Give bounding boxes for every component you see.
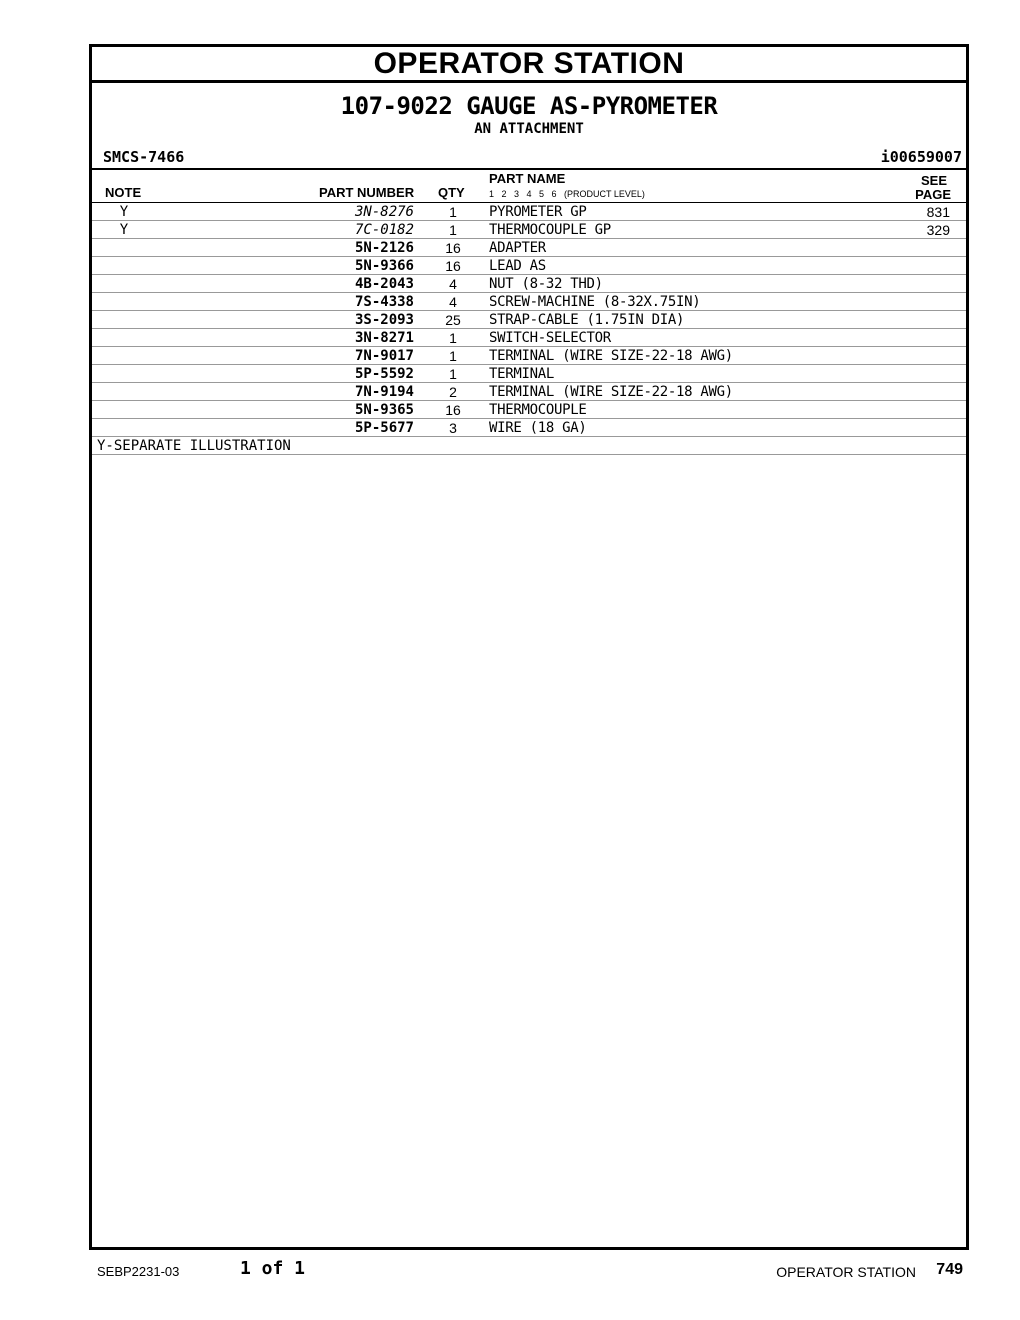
- part-number-cell[interactable]: 3N-8271: [354, 330, 414, 346]
- page-of: 1 of 1: [240, 1258, 306, 1279]
- part-number-cell[interactable]: 5N-9365: [354, 402, 414, 418]
- header-product-levels: 1 2 3 4 5 6 (PRODUCT LEVEL): [489, 189, 645, 199]
- part-number-cell[interactable]: 3S-2093: [354, 312, 414, 328]
- see-page-cell: 329: [926, 222, 950, 238]
- note-cell: Y: [119, 204, 129, 220]
- part-number-cell[interactable]: 5P-5592: [354, 366, 414, 382]
- table-row: [92, 347, 966, 365]
- part-name-cell: LEAD AS: [489, 258, 546, 274]
- part-name-cell: SWITCH-SELECTOR: [489, 330, 611, 346]
- part-number-cell[interactable]: 3N-8276: [354, 204, 414, 220]
- header-page: PAGE: [915, 187, 951, 202]
- illustration-id: i00659007: [880, 148, 962, 166]
- document-number: SEBP2231-03: [97, 1264, 180, 1279]
- part-name-cell: SCREW-MACHINE (8-32X.75IN): [489, 294, 701, 310]
- part-number-cell[interactable]: 7N-9194: [354, 384, 414, 400]
- qty-cell: 1: [449, 330, 457, 346]
- part-name-cell: NUT (8-32 THD): [489, 276, 603, 292]
- qty-cell: 16: [445, 258, 461, 274]
- part-name-cell: TERMINAL (WIRE SIZE-22-18 AWG): [489, 348, 733, 364]
- part-number-cell[interactable]: 5N-9366: [354, 258, 414, 274]
- footnote-text: Y-SEPARATE ILLUSTRATION: [97, 438, 291, 454]
- qty-cell: 16: [445, 402, 461, 418]
- header-qty: QTY: [438, 185, 465, 200]
- page-frame: [89, 44, 969, 1250]
- smcs-code: SMCS-7466: [103, 148, 185, 166]
- table-row: [92, 221, 966, 239]
- part-name-cell: THERMOCOUPLE GP: [489, 222, 611, 238]
- table-row: [92, 401, 966, 419]
- qty-cell: 3: [449, 420, 457, 436]
- part-number-cell[interactable]: 7N-9017: [354, 348, 414, 364]
- part-number-cell[interactable]: 5N-2126: [354, 240, 414, 256]
- table-header: [92, 170, 966, 203]
- reference-row: [92, 146, 966, 170]
- footnote: [92, 437, 966, 455]
- header-note: NOTE: [105, 185, 142, 200]
- page-number: 749: [936, 1261, 963, 1278]
- part-title: 107-9022 GAUGE AS-PYROMETER: [340, 92, 718, 120]
- part-number-cell[interactable]: 4B-2043: [354, 276, 414, 292]
- table-row: [92, 419, 966, 437]
- qty-cell: 4: [449, 276, 457, 292]
- qty-cell: 2: [449, 384, 457, 400]
- qty-cell: 1: [449, 348, 457, 364]
- section-title: OPERATOR STATION: [92, 47, 966, 83]
- table-row: [92, 239, 966, 257]
- table-row: [92, 275, 966, 293]
- page-footer: [0, 1256, 1020, 1286]
- table-row: [92, 383, 966, 401]
- table-row: [92, 293, 966, 311]
- table-row: [92, 365, 966, 383]
- table-row: [92, 329, 966, 347]
- see-page-cell: 831: [926, 204, 950, 220]
- part-name-cell: THERMOCOUPLE: [489, 402, 587, 418]
- parts-table-body: [92, 203, 966, 437]
- table-row: [92, 311, 966, 329]
- qty-cell: 1: [449, 204, 457, 220]
- qty-cell: 1: [449, 222, 457, 238]
- part-name-cell: TERMINAL (WIRE SIZE-22-18 AWG): [489, 384, 733, 400]
- part-name-cell: STRAP-CABLE (1.75IN DIA): [489, 312, 685, 328]
- footer-section: OPERATOR STATION: [776, 1264, 916, 1280]
- qty-cell: 4: [449, 294, 457, 310]
- qty-cell: 1: [449, 366, 457, 382]
- table-row: [92, 257, 966, 275]
- qty-cell: 25: [445, 312, 461, 328]
- header-part-number: PART NUMBER: [319, 185, 415, 200]
- header-see: SEE: [920, 173, 947, 188]
- header-part-name: PART NAME: [489, 171, 566, 186]
- part-number-cell[interactable]: 7C-0182: [354, 222, 414, 238]
- part-number-cell[interactable]: 7S-4338: [354, 294, 414, 310]
- part-name-cell: TERMINAL: [489, 366, 555, 382]
- part-number-cell[interactable]: 5P-5677: [354, 420, 414, 436]
- part-name-cell: ADAPTER: [489, 240, 546, 256]
- qty-cell: 16: [445, 240, 461, 256]
- part-name-cell: WIRE (18 GA): [489, 420, 587, 436]
- part-subtitle: AN ATTACHMENT: [474, 121, 584, 137]
- part-name-cell: PYROMETER GP: [489, 204, 587, 220]
- table-row: [92, 203, 966, 221]
- note-cell: Y: [119, 222, 129, 238]
